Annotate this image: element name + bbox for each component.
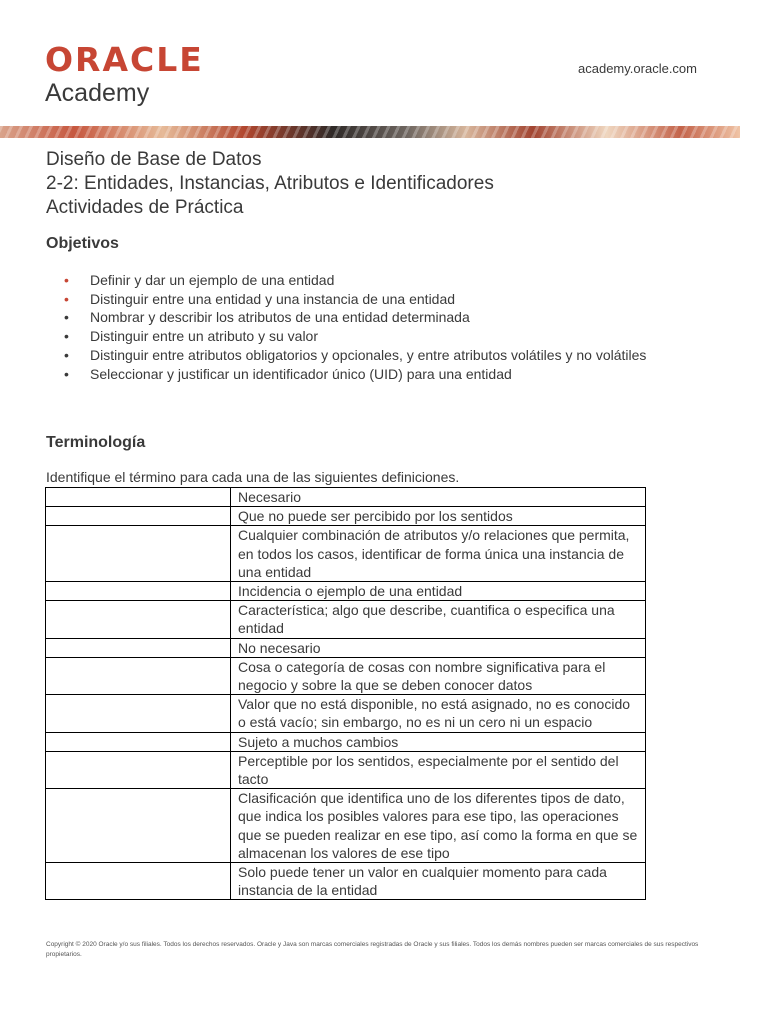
table-row bbox=[46, 582, 646, 601]
terminology-heading: Terminología bbox=[46, 434, 146, 451]
definition-cell: Perceptible por los sentidos, especialmente por el sentido del tacto bbox=[231, 751, 646, 788]
term-answer-cell[interactable] bbox=[46, 695, 231, 732]
terminology-instructions: Identifique el término para cada una de las siguientes definiciones. bbox=[46, 469, 460, 485]
oracle-logo-wordmark: ORACLE bbox=[45, 40, 204, 79]
definition-cell: Que no puede ser percibido por los sentidos bbox=[231, 507, 646, 526]
table-row bbox=[46, 488, 646, 507]
term-answer-cell[interactable] bbox=[46, 732, 231, 751]
bullet-icon: • bbox=[64, 272, 69, 288]
table-row bbox=[46, 526, 646, 582]
term-answer-cell[interactable] bbox=[46, 582, 231, 601]
document-title bbox=[46, 148, 494, 220]
term-answer-cell[interactable] bbox=[46, 657, 231, 694]
objective-item bbox=[64, 327, 664, 346]
table-row bbox=[46, 789, 646, 863]
objective-text: Distinguir entre una entidad y una instancia de una entidad bbox=[90, 290, 456, 307]
title-course: Diseño de Base de Datos bbox=[46, 149, 262, 170]
term-answer-cell[interactable] bbox=[46, 526, 231, 582]
definition-cell: Cualquier combinación de atributos y/o relaciones que permita, en todos los casos, identificar de forma única una instancia de una entidad bbox=[231, 526, 646, 582]
table-row bbox=[46, 732, 646, 751]
definition-cell: Cosa o categoría de cosas con nombre significativa para el negocio y sobre la que se deben conocer datos bbox=[231, 657, 646, 694]
bullet-icon: • bbox=[64, 328, 69, 345]
decorative-banner bbox=[0, 126, 740, 138]
definition-cell: Clasificación que identifica uno de los diferentes tipos de dato, que indica los posibles valores para ese tipo, las operaciones que se pueden realizar en ese tipo, así como la forma en que se almacenan los valores de ese tipo bbox=[231, 789, 646, 863]
objective-item bbox=[64, 290, 664, 309]
table-row bbox=[46, 657, 646, 694]
term-answer-cell[interactable] bbox=[46, 507, 231, 526]
definition-cell: Sujeto a muchos cambios bbox=[231, 732, 646, 751]
definition-cell: Incidencia o ejemplo de una entidad bbox=[231, 582, 646, 601]
table-row bbox=[46, 601, 646, 638]
objective-text: Seleccionar y justificar un identificador único (UID) para una entidad bbox=[90, 365, 512, 382]
term-answer-cell[interactable] bbox=[46, 751, 231, 788]
definition-cell: Característica; algo que describe, cuantifica o especifica una entidad bbox=[231, 601, 646, 638]
objective-text: Distinguir entre atributos obligatorios y opcionales, y entre atributos volátiles y no volátiles bbox=[90, 346, 647, 363]
objective-item bbox=[64, 346, 664, 365]
objective-item bbox=[64, 365, 664, 384]
term-answer-cell[interactable] bbox=[46, 863, 231, 900]
table-row bbox=[46, 751, 646, 788]
definition-cell: Valor que no está disponible, no está asignado, no es conocido o está vacío; sin embargo, no es ni un cero ni un espacio bbox=[231, 695, 646, 732]
objectives-heading: Objetivos bbox=[46, 235, 119, 252]
bullet-icon: • bbox=[64, 309, 69, 326]
title-activity: Actividades de Práctica bbox=[46, 197, 244, 218]
definition-cell: No necesario bbox=[231, 638, 646, 657]
objective-text: Definir y dar un ejemplo de una entidad bbox=[90, 272, 335, 288]
oracle-academy-logo bbox=[45, 40, 204, 108]
table-row bbox=[46, 507, 646, 526]
title-lesson: 2-2: Entidades, Instancias, Atributos e Identificadores bbox=[46, 173, 494, 194]
table-row bbox=[46, 863, 646, 900]
bullet-icon: • bbox=[64, 346, 69, 363]
academy-logo-text: Academy bbox=[45, 79, 150, 107]
objectives-list bbox=[64, 271, 664, 383]
table-row bbox=[46, 638, 646, 657]
term-answer-cell[interactable] bbox=[46, 488, 231, 507]
banner-pattern bbox=[0, 126, 740, 138]
term-answer-cell[interactable] bbox=[46, 789, 231, 863]
objective-item bbox=[64, 308, 664, 327]
term-answer-cell[interactable] bbox=[46, 601, 231, 638]
copyright-footer: Copyright © 2020 Oracle y/o sus filiales. Todos los derechos reservados. Oracle y Java son marcas comerciales registradas de Oracle y sus filiales. Todos los demás nombres pueden ser marcas comerciales de sus respectivos propietarios. bbox=[46, 941, 699, 958]
terminology-table bbox=[45, 487, 646, 900]
site-url: academy.oracle.com bbox=[578, 61, 697, 76]
objective-item bbox=[64, 271, 664, 290]
definition-cell: Necesario bbox=[231, 488, 646, 507]
definition-cell: Solo puede tener un valor en cualquier momento para cada instancia de la entidad bbox=[231, 863, 646, 900]
bullet-icon: • bbox=[64, 290, 69, 307]
bullet-icon: • bbox=[64, 365, 69, 382]
objective-text: Distinguir entre un atributo y su valor bbox=[90, 328, 318, 345]
objective-text: Nombrar y describir los atributos de una entidad determinada bbox=[90, 309, 470, 326]
table-row bbox=[46, 695, 646, 732]
term-answer-cell[interactable] bbox=[46, 638, 231, 657]
